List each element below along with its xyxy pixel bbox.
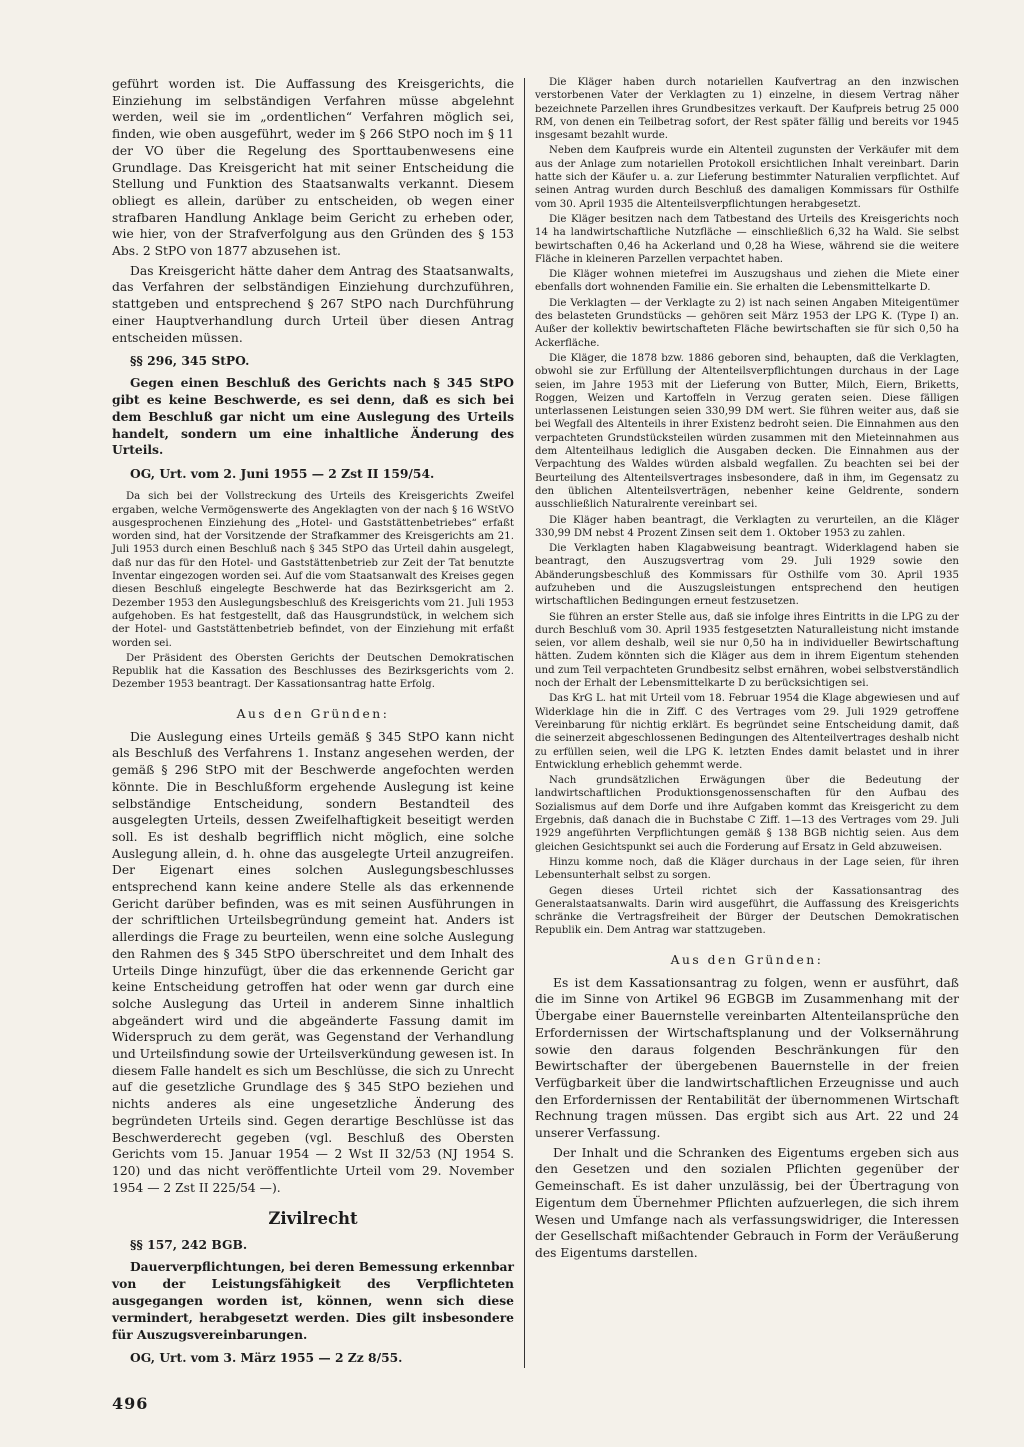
reasons-heading: Aus den Gründen: xyxy=(670,952,824,967)
case-citation: §§ 157, 242 BGB. xyxy=(130,1237,248,1253)
reasons-paragraph: Die Auslegung eines Urteils gemäß § 345 StPO kann nicht als Beschluß des Verfahrens 1. Instanz angesehen werden, der gemäß § 296 StPO mit der Beschwerde angefochten werden könnte. Die in Beschlußform ergehende Auslegung ist keine selbständige Entscheidung, sondern Bestandteil des ausgelegten Urteils, dessen Zweifelhaftigkeit beseitigt werden soll. Es ist deshalb begrifflich nicht möglich, eine solche Auslegung allein, d. h. ohne das ausgelegte Urteil anzugreifen. Der Eigenart eines solchen Auslegungsbeschlusses entsprechend kann keine andere Stelle als das erkennende Gericht darüber befinden, was es mit seinen Ausführungen in der schriftlichen Urteilsbegründung gemeint hat. Anders ist allerdings die Frage zu beurteilen, wenn eine solche Auslegung den Rahmen des § 345 StPO überschreitet und dem Inhalt des Urteils Dinge hinzufügt, über die das erkennende Gericht gar keine Entscheidung getroffen hat oder wenn gar durch eine solche Auslegung das Urteil in anderem Sinne inhaltlich abgeändert wird und die abgeänderte Fassung damit im Widerspruch zu dem gerät, was Gegenstand der Verhandlung und Urteilsfindung sowie der Urteilsverkündung gewesen ist. In diesem Falle handelt es sich um Beschlüsse, die sich zu Unrecht auf die gesetzliche Grundlage des § 345 StPO beziehen und nichts anderes als eine ungesetzliche Änderung des begründeten Urteils sind. Gegen derartige Beschlüsse ist das Beschwerderecht gegeben (vgl. Beschluß des Obersten Gerichts vom 15. Januar 1954 — 2 Wst II 32/53 (NJ 1954 S. 120) und das nicht veröffentlichte Urteil vom 29. November 1954 — 2 Zst II 225/54 —). xyxy=(112,729,514,1195)
intro-paragraph: Das Kreisgericht hätte daher dem Antrag des Staatsanwalts, das Verfahren der selbständigen Einziehung durchzuführen, stattgeben und entsprechend § 267 StPO nach Durchführung einer Hauptverhandlung durch Urteil über diesen Antrag entscheiden müssen. xyxy=(112,263,514,345)
case-facts: Hinzu komme noch, daß die Kläger durchaus in der Lage seien, für ihren Lebensunterhalt selbst zu sorgen. xyxy=(535,856,959,882)
case-facts: Das KrG L. hat mit Urteil vom 18. Februar 1954 die Klage abgewiesen und auf Widerklage hin die in Ziff. C des Vertrages vom 29. Juli 1929 getroffene Vereinbarung für nichtig erklärt. Es begründet seine Entscheidung damit, daß die seinerzeit abgeschlossenen Bedingungen des Altenteilvertrages deshalb nicht zu erfüllen seien, weil die LPG K. letzten Endes damit belastet und in ihrer Entwicklung erheblich gehemmt werde. xyxy=(535,693,959,771)
intro-paragraph: geführt worden ist. Die Auffassung des Kreisgerichts, die Einziehung im selbständigen Verfahren müsse abgelehnt werden, weil sie im „ordentlichen“ Verfahren möglich sei, finden, wie oben ausgeführt, weder im § 266 StPO noch im § 11 der VO über die Regelung des Sporttaubenwesens eine Grundlage. Das Kreisgericht hat mit seiner Entscheidung die Stellung und Funktion des Staatsanwalts verkannt. Diesem obliegt es allein, darüber zu entscheiden, ob wegen einer strafbaren Handlung Anklage beim Gericht zu erheben oder, wie hier, von der Strafverfolgung aus den Gründen des § 153 Abs. 2 StPO von 1877 abzusehen ist. xyxy=(112,77,514,259)
case-facts: Die Verklagten — der Verklagte zu 2) ist nach seinen Angaben Miteigentümer des belasteten Grundstücks — gehören seit März 1953 der LPG K. (Type I) an. Außer der kollektiv bewirtschafteten Fläche bewirtschaften sie für sich 0,50 ha Ackerfläche. xyxy=(535,297,959,349)
case-facts: Sie führen an erster Stelle aus, daß sie infolge ihres Eintritts in die LPG zu der durch Beschluß vom 30. April 1935 festgesetzten Naturalleistung nicht imstande seien, vor allem deshalb, weil sie nur 0,50 ha in individueller Bewirtschaftung hätten. Zudem könnten sich die Kläger aus dem in ihrem Eigentum stehenden und zum Teil verpachteten Grundbesitz selbst ernähren, wobei selbstverständlich noch der Erhalt der Lebensmittelkarte D zu berücksichtigen sei. xyxy=(535,611,959,690)
case-ruling: Gegen einen Beschluß des Gerichts nach § 345 StPO gibt es keine Beschwerde, es sei denn, daß es sich bei dem Beschluß gar nicht um eine Auslegung des Urteils handelt, sondern um eine inhaltliche Änderung des Urteils. xyxy=(112,375,514,458)
case-facts: Die Verklagten haben Klagabweisung beantragt. Widerklagend haben sie beantragt, den Auszugsvertrag vom 29. Juli 1929 sowie den Abänderungsbeschluß des Kommissars für Osthilfe vom 30. April 1935 aufzuheben und die Auszugsleistungen entsprechend den heutigen wirtschaftlichen Bedingungen erneut festzusetzen. xyxy=(535,543,959,608)
case-facts: Die Kläger, die 1878 bzw. 1886 geboren sind, behaupten, daß die Verklagten, obwohl sie zur Erfüllung der Altenteilsverpflichtungen durchaus in der Lage seien, im Jahre 1953 mit der Lieferung von Butter, Milch, Eiern, Briketts, Roggen, Weizen und Kartoffeln in Verzug geraten seien. Diese fälligen unterlassenen Leistungen seien 330,99 DM wert. Sie führen weiter aus, daß sie bei Wegfall des Altenteils in ihrer Existenz bedroht seien. Die Einnahmen aus den verpachteten Grundstücksteilen würden zusammen mit den Mieteinnahmen aus dem Altenteilhaus lediglich die Ausgaben decken. Die Einnahmen aus der Verpachtung des Waldes würden alsbald wegfallen. Zu beachten sei bei der Beurteilung des Altenteilsvertrages insbesondere, daß in ihm, im Gegensatz zu den üblichen Altenteilsverträgen, nebenher keine Geldrente, sondern ausschließlich Naturalrente vereinbart sei. xyxy=(535,352,959,511)
case-facts: Nach grundsätzlichen Erwägungen über die Bedeutung der landwirtschaftlichen Produktionsgenossenschaften für den Aufbau des Sozialismus auf dem Dorfe und ihre Aufgaben kommt das Kreisgericht zu dem Ergebnis, daß danach die in Buchstabe C Ziff. 1—13 des Vertrages vom 29. Juli 1929 angeführten Verpflichtungen gemäß § 138 BGB nichtig seien. Aus dem gleichen Gesichtspunkt sei auch die Forderung auf Ersatz in Geld abzuweisen. xyxy=(535,775,959,853)
page-number: 496 xyxy=(112,1394,149,1413)
reasons-paragraph: Der Inhalt und die Schranken des Eigentums ergeben sich aus den Gesetzen und den sozialen Pflichten gegenüber der Gemeinschaft. Es ist daher unzulässig, bei der Übertragung von Eigentum dem Übernehmer Pflichten aufzuerlegen, die sich ihrem Wesen und Umfange nach als verfassungswidriger, die Interessen der Gesellschaft mißachtender Gebrauch in Form der Veräußerung des Eigentums darstellen. xyxy=(535,1145,959,1260)
section-title: Zivilrecht xyxy=(268,1209,358,1229)
case-facts: Die Kläger wohnen mietefrei im Auszugshaus und ziehen die Miete einer ebenfalls dort wohnenden Familie ein. Sie erhalten die Lebensmittelkarte D. xyxy=(535,269,959,294)
reasons-paragraph: Es ist dem Kassationsantrag zu folgen, wenn er ausführt, daß die im Sinne von Artikel 96 EGBGB im Zusammenhang mit der Übergabe einer Bauernstelle vereinbarten Altenteilansprüche den Erfordernissen der Wirtschaftsplanung und der Volksernährung sowie den daraus folgenden Beschränkungen für den Bewirtschafter der übergebenen Bauernstelle in der freien Verfügbarkeit über die landwirtschaftlichen Erzeugnisse und auch den Erfordernissen der Rentabilität der übernommenen Wirtschaft Rechnung tragen müssen. Das ergibt sich aus Art. 22 und 24 unserer Verfassung. xyxy=(535,975,959,1141)
case-facts: Neben dem Kaufpreis wurde ein Altenteil zugunsten der Verkäufer mit dem aus der Anlage zum notariellen Protokoll ersichtlichen Inhalt vereinbart. Darin hatte sich der Käufer u. a. zur Lieferung bestimmter Naturalien verpflichtet. Auf seinen Antrag wurden durch Beschluß des damaligen Kommissars für Osthilfe vom 30. April 1935 die Altenteilsverpflichtungen herabgesetzt. xyxy=(535,145,959,210)
reasons-heading: Aus den Gründen: xyxy=(236,706,390,721)
case-facts: Die Kläger besitzen nach dem Tatbestand des Urteils des Kreisgerichts noch 14 ha landwirtschaftliche Nutzfläche — einschließlich 6,32 ha Wald. Sie selbst bewirtschaften 0,46 ha Ackerland und 0,28 ha Wiese, während sie die weitere Fläche in kleineren Parzellen verpachtet haben. xyxy=(535,213,959,265)
case-ruling: Dauerverpflichtungen, bei deren Bemessung erkennbar von der Leistungsfähigkeit des Verpflichteten ausgegangen worden ist, können, wenn sich diese vermindert, herabgesetzt werden. Dies gilt insbesondere für Auszugsvereinbarungen. xyxy=(112,1259,514,1342)
case-facts: Gegen dieses Urteil richtet sich der Kassationsantrag des Generalstaatsanwalts. Darin wird ausgeführt, die Auffassung des Kreisgerichts schränke die Vertragsfreiheit der Bürger der Deutschen Demokratischen Republik ein. Dem Antrag war stattzugeben. xyxy=(535,885,959,937)
case-facts: Da sich bei der Vollstreckung des Urteils des Kreisgerichts Zweifel ergaben, welche Vermögenswerte des Angeklagten von der nach § 16 WStVO ausgesprochenen Einziehung des „Hotel- und Gaststättenbetriebes“ erfaßt worden sind, hat der Vorsitzende der Strafkammer des Kreisgerichts am 21. Juli 1953 durch einen Beschluß nach § 345 StPO das Urteil dahin ausgelegt, daß nur das für den Hotel- und Gaststättenbetrieb zur Zeit der Tat benutzte Inventar eingezogen worden sei. Auf die vom Staatsanwalt des Kreises gegen diesen Beschluß eingelegte Beschwerde hat das Bezirksgericht am 2. Dezember 1953 den Auslegungsbeschluß des Kreisgerichts vom 21. Juli 1953 aufgehoben. Es hat festgestellt, daß das Hausgrundstück, in welchem sich der Hotel- und Gaststättenbetrieb befindet, von der Einziehung mit erfaßt worden sei. xyxy=(112,491,515,649)
left-column xyxy=(112,76,514,1374)
case-facts: Die Kläger haben beantragt, die Verklagten zu verurteilen, an die Kläger 330,99 DM nebst 4 Prozent Zinsen seit dem 1. Oktober 1953 zu zahlen. xyxy=(535,514,959,539)
case-facts: Die Kläger haben durch notariellen Kaufvertrag an den inzwischen verstorbenen Vater der Verklagten zu 1) einzelne, in diesem Vertrag näher bezeichnete Parzellen ihres Grundbesitzes verkauft. Der Kaufpreis betrug 25 000 RM, von denen ein Teilbetrag sofort, der Rest später fällig und bereits vor 1945 insgesamt bezahlt wurde. xyxy=(535,77,959,142)
case-citation: §§ 296, 345 StPO. xyxy=(130,353,250,369)
case-facts: Der Präsident des Obersten Gerichts der Deutschen Demokratischen Republik hat die Kassation des Beschlusses des Bezirksgerichts vom 2. Dezember 1953 beantragt. Der Kassationsantrag hatte Erfolg. xyxy=(112,652,514,691)
court-reference: OG, Urt. vom 3. März 1955 — 2 Zz 8/55. xyxy=(130,1350,403,1366)
column-divider xyxy=(524,78,525,1368)
court-reference: OG, Urt. vom 2. Juni 1955 — 2 Zst II 159/54. xyxy=(130,466,435,482)
right-column xyxy=(535,76,959,1265)
